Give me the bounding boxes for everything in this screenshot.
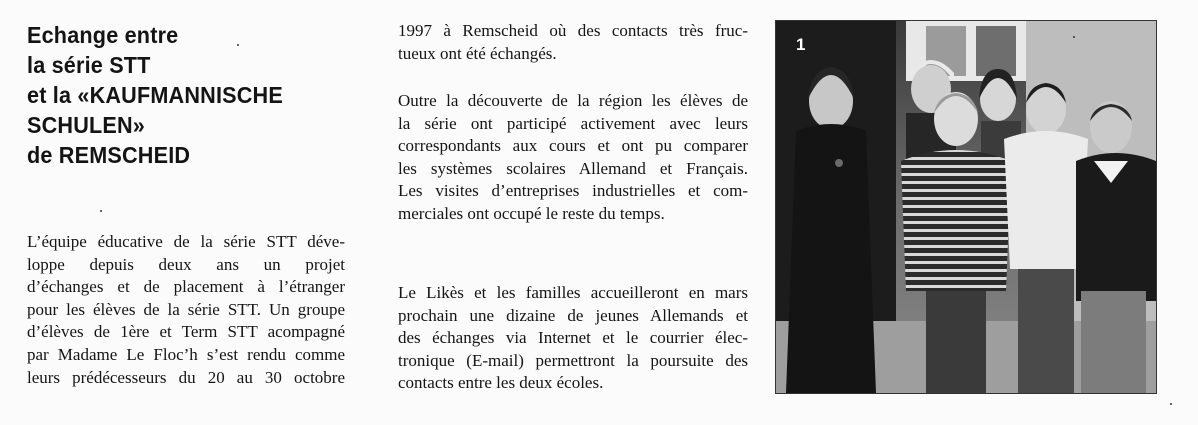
text-line: L’équipe éducative de la série STT déve-	[27, 232, 345, 251]
intro-paragraph	[27, 231, 345, 389]
text-line: d’élèves de 1ère et Term STT acompagné	[27, 322, 345, 342]
closing-paragraph	[398, 282, 748, 395]
text-line: correspondants aux cours et ont pu comparer	[398, 136, 748, 156]
text-line: Les visites d’entreprises industrielles et com-	[398, 181, 748, 201]
group-photo	[775, 20, 1157, 394]
text-line: tronique (E-mail) permettront la poursuite des	[398, 350, 748, 370]
text-line: tueux ont été échangés.	[398, 43, 557, 63]
text-line: prochain une dizaine de jeunes Allemands et	[398, 305, 748, 325]
text-line: loppe depuis deux ans un projet	[27, 254, 345, 274]
text-line: par Madame Le Floc’h s’est rendu comme	[27, 344, 345, 364]
text-line: contacts entre les deux écoles.	[398, 373, 604, 393]
text-line: d’échanges et de placement à l’étranger	[27, 277, 345, 297]
print-speck	[100, 210, 102, 212]
text-line: Le Likès et les familles accueilleront en mars	[398, 283, 748, 302]
print-speck	[1073, 36, 1075, 38]
text-line: merciales ont occupé le reste du temps.	[398, 203, 665, 223]
text-line: la série ont participé activement avec leurs	[398, 113, 748, 133]
photo-number: 1	[796, 35, 806, 54]
discovery-paragraph	[398, 90, 748, 226]
text-line: 1997 à Remscheid où des contacts très fruc-	[398, 21, 748, 40]
text-line: pour les élèves de la série STT. Un groupe	[27, 299, 345, 319]
continuation-paragraph	[398, 20, 748, 65]
article-headline	[27, 20, 320, 170]
group-photo-illustration	[776, 21, 1156, 393]
headline-line: de REMSCHEID	[27, 142, 191, 168]
headline-line: et la «KAUFMANNISCHE	[27, 82, 283, 108]
headline-line: SCHULEN»	[27, 112, 146, 138]
headline-line: la série STT	[27, 52, 151, 78]
print-speck	[237, 44, 239, 46]
left-column	[27, 20, 345, 387]
text-line: Outre la découverte de la région les élèves de	[398, 91, 748, 110]
text-line: leurs prédécesseurs du 20 au 30 octobre	[27, 367, 345, 387]
print-speck	[1170, 403, 1172, 405]
text-line: des échanges via Internet et le courrier élec-	[398, 328, 748, 348]
text-line: les systèmes scolaires Allemand et Français.	[398, 158, 748, 178]
headline-line: Echange entre	[27, 22, 179, 48]
